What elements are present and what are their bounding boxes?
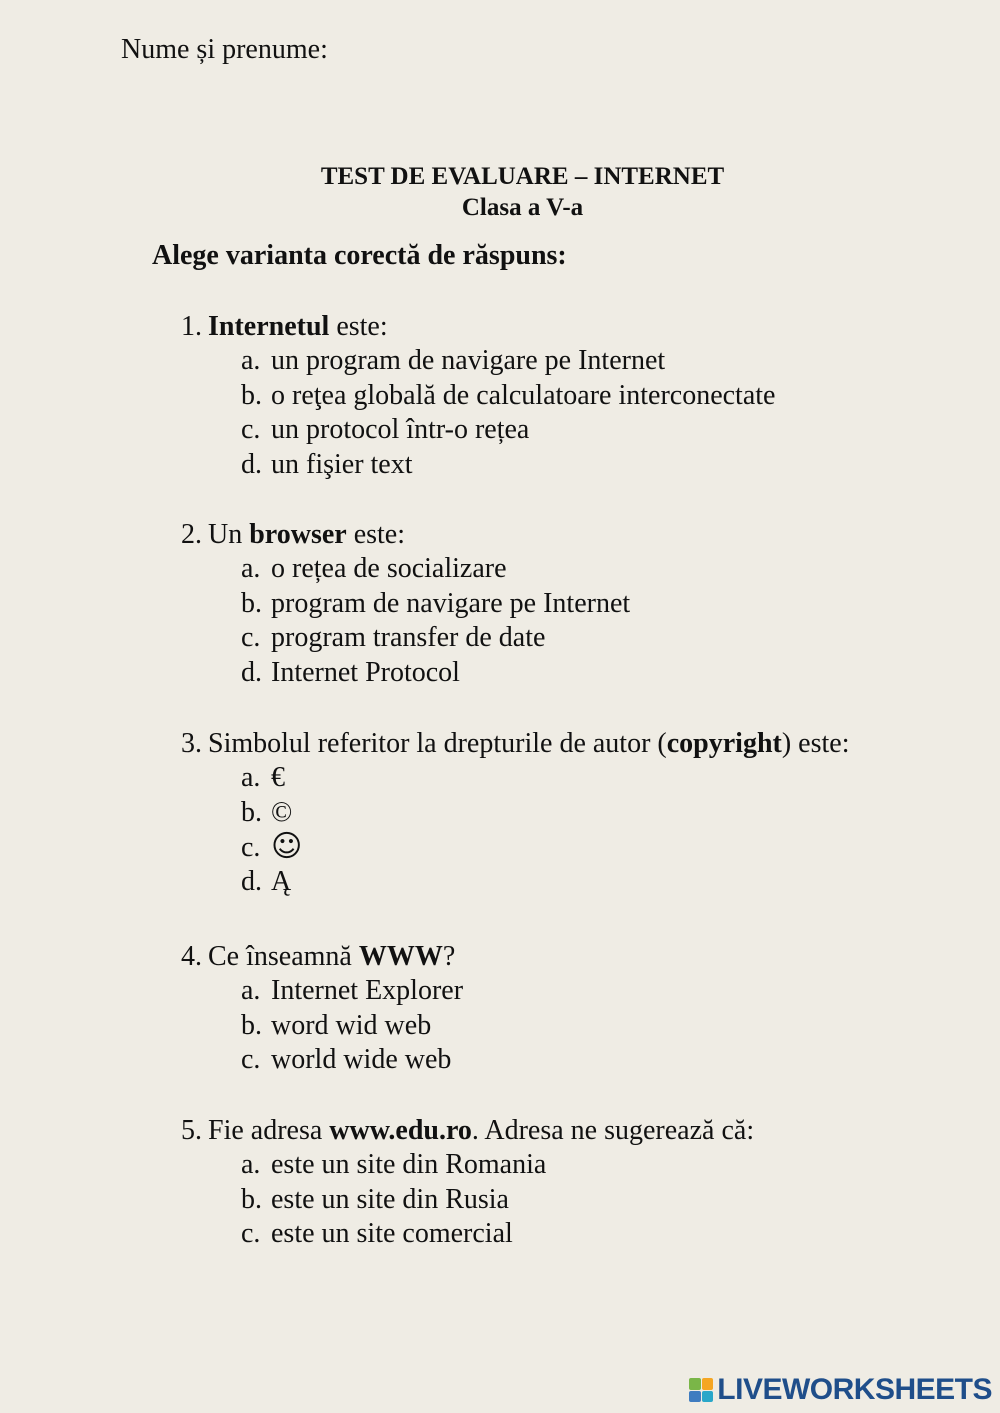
name-field-label: Nume și prenume: bbox=[121, 34, 328, 65]
option-d[interactable] bbox=[241, 448, 775, 483]
question-3 bbox=[181, 727, 849, 900]
smiley-icon: ☺ bbox=[271, 829, 303, 865]
test-subtitle: Clasa a V-a bbox=[461, 194, 584, 221]
option-letter: c. bbox=[241, 414, 261, 446]
option-letter: a. bbox=[241, 345, 261, 376]
logo-text: LIVEWORKSHEETS bbox=[717, 1373, 992, 1406]
option-c[interactable] bbox=[241, 621, 630, 656]
option-c[interactable] bbox=[241, 413, 775, 448]
question-keyword: browser bbox=[249, 519, 347, 550]
euro-symbol: € bbox=[271, 762, 285, 793]
option-b[interactable] bbox=[241, 1009, 463, 1044]
instruction-heading: Alege varianta corectă de răspuns: bbox=[152, 240, 567, 271]
question-number: 2. bbox=[181, 519, 202, 550]
question-number: 4. bbox=[181, 941, 202, 972]
option-text: este un site comercial bbox=[271, 1218, 513, 1250]
question-keyword: WWW bbox=[358, 941, 443, 972]
option-b[interactable] bbox=[241, 796, 849, 831]
option-letter: c. bbox=[241, 1044, 261, 1076]
option-c[interactable] bbox=[241, 1217, 754, 1252]
option-letter: a. bbox=[241, 553, 261, 584]
question-title bbox=[181, 518, 630, 552]
options-list bbox=[241, 974, 463, 1078]
option-letter: c. bbox=[241, 1218, 261, 1250]
option-text: este un site din Romania bbox=[271, 1149, 547, 1180]
option-letter: b. bbox=[241, 379, 262, 411]
question-number: 3. bbox=[181, 728, 202, 759]
option-text: program transfer de date bbox=[271, 622, 546, 654]
option-letter: c. bbox=[241, 832, 261, 864]
option-c[interactable] bbox=[241, 1043, 463, 1078]
question-post: . Adresa ne sugerează că: bbox=[471, 1115, 755, 1146]
question-2 bbox=[181, 518, 630, 691]
option-text: o reţea globală de calculatoare interconectate bbox=[271, 379, 776, 411]
option-text: word wid web bbox=[271, 1009, 432, 1041]
option-a[interactable] bbox=[241, 552, 630, 587]
question-pre: Fie adresa bbox=[208, 1115, 330, 1146]
option-a[interactable] bbox=[241, 761, 849, 796]
option-letter: b. bbox=[241, 796, 262, 828]
option-text: un fişier text bbox=[271, 449, 413, 481]
option-a[interactable] bbox=[241, 1148, 754, 1183]
option-letter: a. bbox=[241, 975, 261, 1006]
question-title bbox=[181, 727, 849, 761]
option-text: un protocol într-o rețea bbox=[271, 414, 530, 446]
a-ogonek-symbol: Ą bbox=[271, 866, 292, 898]
option-d[interactable] bbox=[241, 656, 630, 691]
question-title bbox=[181, 310, 775, 344]
option-letter: c. bbox=[241, 622, 261, 654]
question-post: ) este: bbox=[781, 728, 850, 759]
question-pre: Ce înseamnă bbox=[208, 941, 359, 972]
question-post: ? bbox=[442, 941, 456, 972]
option-b[interactable] bbox=[241, 1183, 754, 1218]
option-text: un program de navigare pe Internet bbox=[271, 345, 666, 376]
question-title bbox=[181, 940, 463, 974]
option-letter: a. bbox=[241, 762, 261, 793]
option-text: world wide web bbox=[271, 1044, 452, 1076]
option-text: este un site din Rusia bbox=[271, 1183, 509, 1215]
option-text: Internet Explorer bbox=[271, 975, 464, 1006]
option-d[interactable] bbox=[241, 865, 849, 900]
question-4 bbox=[181, 940, 463, 1078]
option-text: o rețea de socializare bbox=[271, 553, 507, 584]
copyright-symbol: © bbox=[271, 796, 293, 828]
option-c[interactable] bbox=[241, 830, 849, 865]
question-number: 5. bbox=[181, 1115, 202, 1146]
option-a[interactable] bbox=[241, 974, 463, 1009]
options-list bbox=[241, 344, 775, 483]
question-keyword: copyright bbox=[666, 728, 782, 759]
option-letter: a. bbox=[241, 1149, 261, 1180]
option-letter: b. bbox=[241, 587, 262, 619]
option-b[interactable] bbox=[241, 379, 775, 414]
option-letter: d. bbox=[241, 657, 262, 689]
question-1 bbox=[181, 310, 775, 483]
question-post: este: bbox=[329, 311, 388, 342]
option-text: program de navigare pe Internet bbox=[271, 587, 631, 619]
options-list bbox=[241, 1148, 754, 1252]
option-letter: d. bbox=[241, 449, 262, 481]
option-letter: d. bbox=[241, 866, 262, 898]
options-list bbox=[241, 552, 630, 691]
question-title bbox=[181, 1114, 754, 1148]
test-title: TEST DE EVALUARE – INTERNET bbox=[320, 163, 725, 190]
option-letter: b. bbox=[241, 1009, 262, 1041]
question-5 bbox=[181, 1114, 754, 1252]
question-pre: Un bbox=[208, 519, 250, 550]
question-number: 1. bbox=[181, 311, 202, 342]
question-post: este: bbox=[346, 519, 406, 550]
question-pre: Simbolul referitor la drepturile de autor ( bbox=[208, 728, 667, 759]
liveworksheets-logo-icon bbox=[689, 1378, 713, 1402]
option-text: Internet Protocol bbox=[271, 657, 460, 689]
option-a[interactable] bbox=[241, 344, 775, 379]
options-list bbox=[241, 761, 849, 900]
option-letter: b. bbox=[241, 1183, 262, 1215]
liveworksheets-logo bbox=[689, 1373, 992, 1407]
question-keyword: www.edu.ro bbox=[329, 1115, 472, 1146]
question-keyword: Internetul bbox=[208, 311, 330, 342]
option-b[interactable] bbox=[241, 587, 630, 622]
